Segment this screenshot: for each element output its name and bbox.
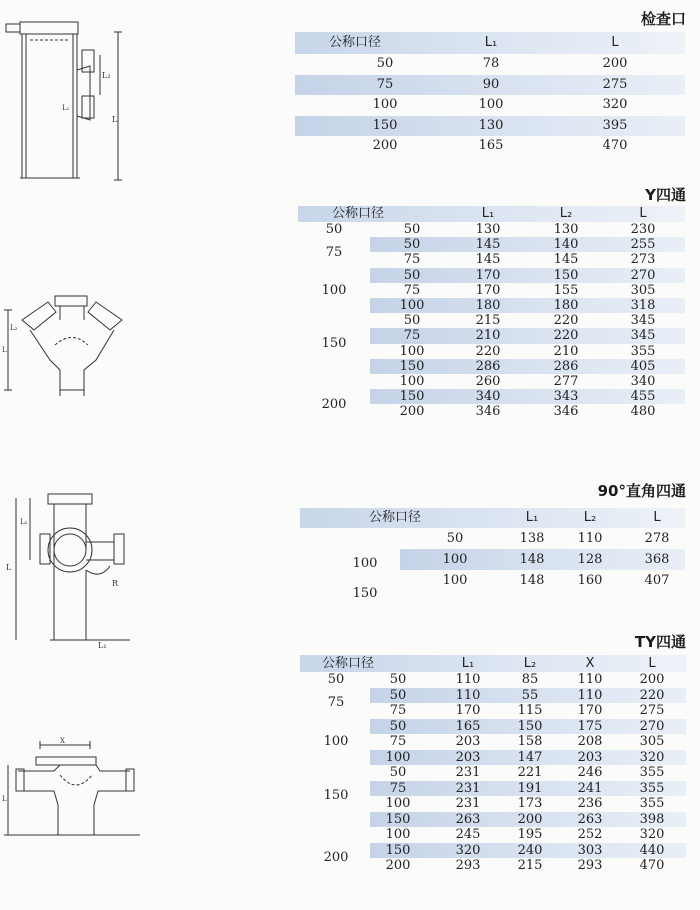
table-cell: 345 xyxy=(630,328,656,344)
table-cell: 210 xyxy=(475,328,501,344)
table-cell: 50 xyxy=(389,687,407,703)
ty-cross-table xyxy=(300,655,686,897)
table-cell: 200 xyxy=(517,811,543,827)
table-cell: 115 xyxy=(517,703,543,718)
table-cell: 345 xyxy=(630,313,656,329)
header-cell: L xyxy=(648,656,656,671)
table-cell: 260 xyxy=(475,374,501,389)
table-cell: 252 xyxy=(577,827,603,842)
table-cell: 355 xyxy=(639,796,665,811)
table-cell: 100 xyxy=(399,343,425,359)
header-cell: L xyxy=(611,35,619,50)
group-label: 100 xyxy=(323,734,349,749)
group-label: 50 xyxy=(327,672,345,687)
dim-label-r: R xyxy=(112,579,119,588)
dim-label-l2: L₂ xyxy=(10,324,18,332)
table-cell: 470 xyxy=(639,858,665,873)
section-title-inspection-port: 检查口 xyxy=(640,10,686,28)
table-cell: 220 xyxy=(639,687,665,703)
table-cell: 155 xyxy=(553,282,579,298)
table-cell: 160 xyxy=(577,573,603,588)
table-cell: 55 xyxy=(521,687,539,703)
table-cell: 100 xyxy=(442,573,468,588)
table-cell: 50 xyxy=(446,531,464,546)
table-cell: 50 xyxy=(403,313,421,329)
dim-label-l: L xyxy=(112,115,118,124)
table-cell: 50 xyxy=(389,718,407,734)
table-cell: 110 xyxy=(577,531,603,546)
table-cell: 173 xyxy=(517,796,543,811)
table-cell: 200 xyxy=(385,858,411,873)
table-cell: 286 xyxy=(553,358,579,374)
table-cell: 440 xyxy=(639,842,665,858)
table-cell: 278 xyxy=(644,531,670,546)
table-cell: 50 xyxy=(376,56,394,71)
table-cell: 180 xyxy=(475,298,501,313)
table-cell: 165 xyxy=(478,138,504,153)
table-cell: 75 xyxy=(403,282,421,298)
header-cell: X xyxy=(585,656,595,671)
table-cell: 221 xyxy=(517,765,543,780)
table-cell: 170 xyxy=(577,703,603,718)
table-cell: 75 xyxy=(389,780,407,796)
table-cell: 340 xyxy=(475,389,501,405)
dim-label-l: L xyxy=(6,563,12,572)
table-cell: 395 xyxy=(602,117,628,133)
ty-cross-drawing xyxy=(0,735,150,845)
table-cell: 148 xyxy=(519,573,545,588)
inspection-port-table xyxy=(295,32,685,157)
dim-label-l2: L₂ xyxy=(102,71,111,80)
group-label: 75 xyxy=(327,695,345,711)
table-cell: 230 xyxy=(630,222,656,237)
header-cell: 公称口径 xyxy=(331,206,384,221)
table-cell: 405 xyxy=(630,358,656,374)
table-cell: 231 xyxy=(455,796,481,811)
table-cell: 130 xyxy=(478,117,504,133)
table-cell: 150 xyxy=(372,117,398,133)
table-cell: 215 xyxy=(475,313,501,329)
inspection-port-drawing xyxy=(0,10,140,190)
table-cell: 343 xyxy=(553,389,579,405)
table-cell: 145 xyxy=(475,252,501,268)
table-cell: 75 xyxy=(403,252,421,268)
table-cell: 293 xyxy=(577,858,603,873)
table-cell: 255 xyxy=(630,237,656,253)
table-cell: 318 xyxy=(630,298,656,313)
table-cell: 150 xyxy=(399,389,425,405)
header-cell: L₂ xyxy=(523,656,537,671)
table-cell: 85 xyxy=(521,672,539,687)
table-cell: 100 xyxy=(385,827,411,842)
section-title-y-cross: Y四通 xyxy=(645,186,686,204)
dim-label-l1: L₁ xyxy=(62,104,70,112)
table-cell: 407 xyxy=(644,573,670,588)
table-cell: 100 xyxy=(478,97,504,112)
table-cell: 50 xyxy=(403,237,421,253)
table-cell: 100 xyxy=(385,749,411,765)
right-angle-cross-drawing xyxy=(0,490,150,660)
table-cell: 263 xyxy=(577,811,603,827)
table-cell: 175 xyxy=(577,718,603,734)
table-cell: 231 xyxy=(455,765,481,780)
group-label: 150 xyxy=(323,788,349,804)
table-cell: 246 xyxy=(577,765,603,780)
table-cell: 50 xyxy=(403,222,421,237)
group-label: 100 xyxy=(352,556,378,572)
table-cell: 158 xyxy=(517,734,543,749)
table-cell: 138 xyxy=(519,531,545,546)
table-cell: 236 xyxy=(577,796,603,811)
y-cross-table xyxy=(298,206,685,444)
group-label: 50 xyxy=(325,222,343,237)
table-cell: 368 xyxy=(644,552,670,567)
table-cell: 110 xyxy=(455,687,481,703)
header-cell: 公称口径 xyxy=(328,35,381,50)
header-cell: L₁ xyxy=(484,35,498,50)
table-cell: 355 xyxy=(630,343,656,359)
table-cell: 231 xyxy=(455,780,481,796)
table-cell: 273 xyxy=(630,252,656,268)
table-cell: 150 xyxy=(517,718,543,734)
table-cell: 320 xyxy=(455,842,481,858)
table-cell: 305 xyxy=(639,734,665,749)
table-cell: 140 xyxy=(553,237,579,253)
table-cell: 270 xyxy=(630,267,656,283)
table-cell: 277 xyxy=(553,374,579,389)
table-cell: 130 xyxy=(475,222,501,237)
table-cell: 75 xyxy=(389,734,407,749)
header-cell: L₁ xyxy=(525,510,539,525)
header-cell: 公称口径 xyxy=(368,510,421,525)
table-cell: 110 xyxy=(577,687,603,703)
table-cell: 90 xyxy=(482,76,500,92)
dim-label-x: X xyxy=(60,737,65,745)
group-label: 200 xyxy=(321,396,347,412)
table-cell: 398 xyxy=(639,811,665,827)
table-cell: 75 xyxy=(389,703,407,718)
table-cell: 320 xyxy=(639,827,665,842)
table-cell: 50 xyxy=(403,267,421,283)
table-cell: 355 xyxy=(639,765,665,780)
dim-label-l: L xyxy=(2,346,7,354)
table-cell: 303 xyxy=(577,842,603,858)
section-title-right-angle-cross: 90°直角四通 xyxy=(597,482,686,500)
table-cell: 208 xyxy=(577,734,603,749)
right-angle-cross-table xyxy=(300,508,685,601)
header-cell: L xyxy=(653,510,661,525)
table-cell: 110 xyxy=(455,672,481,687)
table-cell: 130 xyxy=(553,222,579,237)
table-cell: 75 xyxy=(376,76,394,92)
table-cell: 346 xyxy=(553,404,579,420)
header-cell: 公称口径 xyxy=(321,656,374,671)
table-cell: 293 xyxy=(455,858,481,873)
dim-label-l1: L₁ xyxy=(98,641,107,650)
group-label: 150 xyxy=(352,585,378,601)
y-cross-drawing xyxy=(0,290,150,400)
table-cell: 263 xyxy=(455,811,481,827)
table-cell: 455 xyxy=(630,389,656,405)
group-label: 200 xyxy=(323,850,349,866)
table-cell: 203 xyxy=(455,734,481,749)
table-cell: 275 xyxy=(639,703,665,718)
dim-label-l2: L₂ xyxy=(20,518,28,526)
table-cell: 195 xyxy=(517,827,543,842)
table-cell: 100 xyxy=(385,796,411,811)
table-cell: 75 xyxy=(403,328,421,344)
table-cell: 147 xyxy=(517,749,543,765)
table-cell: 50 xyxy=(389,765,407,780)
table-cell: 346 xyxy=(475,404,501,420)
table-cell: 150 xyxy=(399,358,425,374)
group-label: 150 xyxy=(321,336,347,351)
table-cell: 191 xyxy=(517,780,543,796)
header-cell: L xyxy=(639,206,647,221)
table-cell: 203 xyxy=(577,749,603,765)
table-cell: 150 xyxy=(385,811,411,827)
table-cell: 210 xyxy=(553,343,579,359)
table-cell: 320 xyxy=(602,97,628,112)
table-cell: 200 xyxy=(399,404,425,420)
table-cell: 180 xyxy=(553,298,579,313)
table-cell: 100 xyxy=(399,298,425,313)
table-cell: 203 xyxy=(455,749,481,765)
table-cell: 220 xyxy=(553,313,579,329)
table-cell: 145 xyxy=(475,237,501,253)
table-cell: 355 xyxy=(639,780,665,796)
table-cell: 200 xyxy=(639,672,665,687)
table-cell: 220 xyxy=(475,343,501,359)
table-cell: 270 xyxy=(639,718,665,734)
table-cell: 145 xyxy=(553,252,579,268)
table-cell: 150 xyxy=(553,267,579,283)
table-cell: 220 xyxy=(553,328,579,344)
table-cell: 78 xyxy=(482,56,500,71)
group-label: 100 xyxy=(321,282,347,298)
table-cell: 320 xyxy=(639,749,665,765)
table-cell: 480 xyxy=(630,404,656,420)
table-cell: 286 xyxy=(475,358,501,374)
table-cell: 100 xyxy=(442,552,468,567)
table-cell: 110 xyxy=(577,672,603,687)
table-cell: 240 xyxy=(517,842,543,858)
table-cell: 340 xyxy=(630,374,656,389)
table-cell: 165 xyxy=(455,718,481,734)
header-cell: L₁ xyxy=(481,206,495,221)
table-cell: 470 xyxy=(602,138,628,153)
table-cell: 245 xyxy=(455,827,481,842)
section-title-ty-cross: TY四通 xyxy=(634,633,686,651)
header-cell: L₂ xyxy=(583,510,597,525)
table-cell: 275 xyxy=(602,76,628,92)
table-cell: 200 xyxy=(372,138,398,153)
header-cell: L₁ xyxy=(461,656,475,671)
table-cell: 305 xyxy=(630,282,656,298)
table-cell: 100 xyxy=(399,374,425,389)
group-label: 75 xyxy=(325,244,343,260)
table-cell: 100 xyxy=(372,97,398,112)
table-cell: 170 xyxy=(475,282,501,298)
table-cell: 170 xyxy=(475,267,501,283)
table-cell: 50 xyxy=(389,672,407,687)
table-cell: 200 xyxy=(602,56,628,71)
dim-label-l: L xyxy=(2,795,7,803)
table-cell: 150 xyxy=(385,842,411,858)
header-cell: L₂ xyxy=(559,206,573,221)
table-cell: 148 xyxy=(519,552,545,567)
table-cell: 215 xyxy=(517,858,543,873)
table-cell: 170 xyxy=(455,703,481,718)
table-cell: 128 xyxy=(577,552,603,567)
table-cell: 241 xyxy=(577,780,603,796)
